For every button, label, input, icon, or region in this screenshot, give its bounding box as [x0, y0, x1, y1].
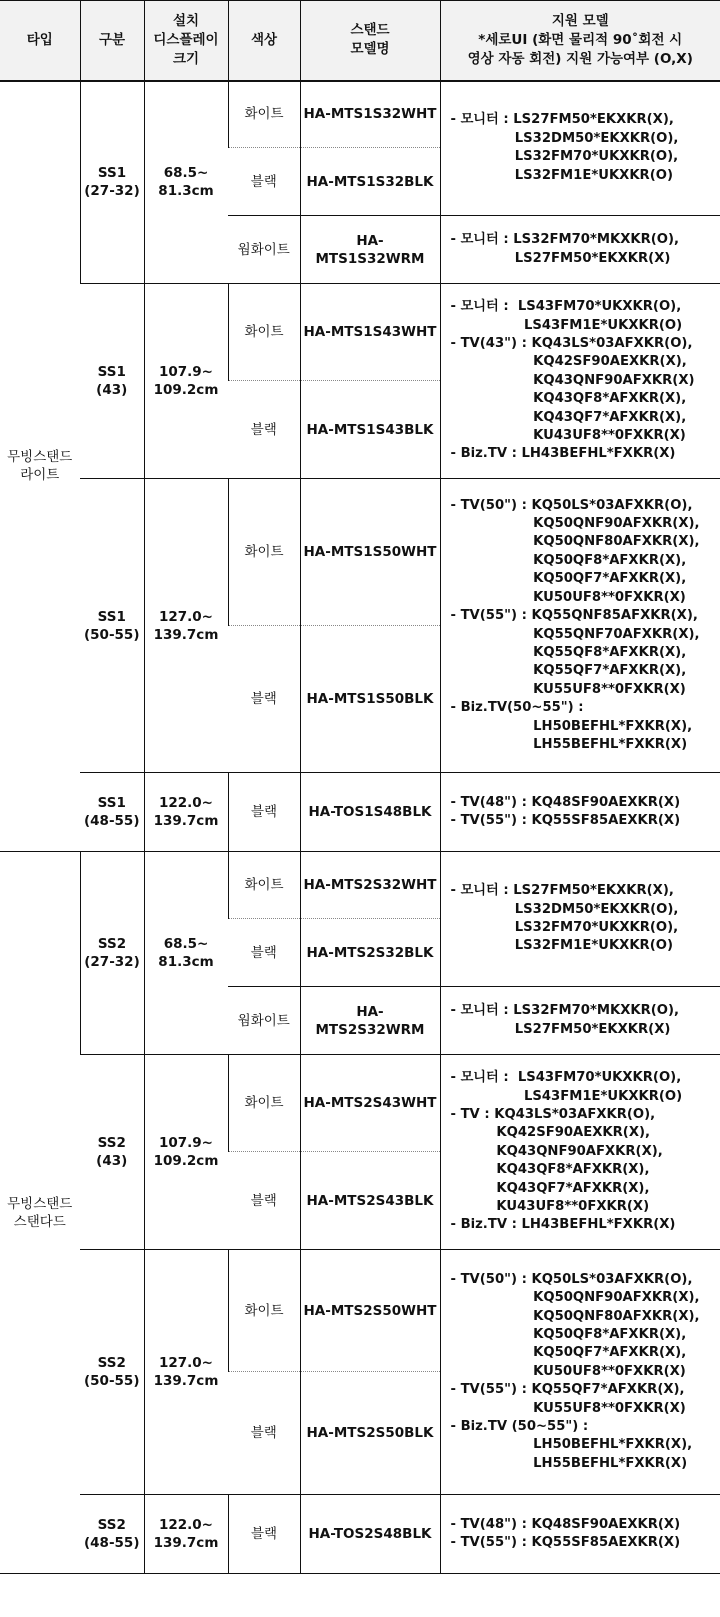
- support-line: - TV(55") : KQ55SF85AEXKR(X): [450, 813, 681, 828]
- division-label: (27-32): [84, 954, 140, 970]
- support-line: - TV : KQ43LS*03AFXKR(O),: [450, 1106, 656, 1122]
- support-line: KQ43QF8*AFXKR(X),: [450, 1162, 650, 1178]
- division-label: SS2: [97, 1355, 126, 1371]
- support-line: - TV(55") : KQ55QF7*AFXKR(X),: [450, 1382, 685, 1398]
- division-label: SS2: [97, 936, 127, 952]
- support-line: LS32FM70*UKXKR(O),: [450, 920, 679, 935]
- division-cell: [80, 773, 144, 852]
- size-label: 122.0~: [158, 1517, 213, 1533]
- support-line: LS27FM50*EKXKR(X): [450, 1021, 671, 1037]
- division-label: SS1: [97, 165, 127, 182]
- header-size-line: 설치: [172, 12, 200, 29]
- color-cell: 블랙: [228, 148, 300, 216]
- header-type: 타입: [0, 1, 80, 81]
- support-line: - Biz.TV(50~55") :: [450, 700, 584, 716]
- division-label: SS2: [97, 1135, 126, 1151]
- size-label: 109.2cm: [153, 1153, 219, 1169]
- type-cell: [0, 852, 80, 1574]
- division-label: (48-55): [83, 813, 140, 829]
- size-label: 139.7cm: [153, 813, 219, 829]
- division-label: SS1: [97, 795, 126, 811]
- size-cell: [144, 1250, 228, 1495]
- support-line: - TV(50") : KQ50LS*03AFXKR(O),: [450, 1271, 693, 1287]
- size-label: 68.5~: [163, 936, 209, 952]
- header-size: [144, 1, 228, 81]
- division-cell: [80, 1250, 144, 1495]
- stand-model-cell: HA-MTS2S32WRM: [300, 987, 440, 1055]
- size-label: 107.9~: [158, 364, 213, 380]
- color-cell: 블랙: [228, 1372, 300, 1495]
- header-row: [0, 1, 720, 81]
- support-line: KQ43QNF90AFXKR(X): [450, 372, 695, 388]
- color-cell: 블랙: [228, 381, 300, 479]
- size-cell: [144, 81, 228, 284]
- support-line: KQ50QF8*AFXKR(X),: [450, 552, 687, 568]
- header-stand-line: 스탠드: [350, 22, 390, 39]
- stand-model-cell: HA-MTS2S50BLK: [300, 1372, 440, 1495]
- division-cell: [80, 1055, 144, 1250]
- size-label: 122.0~: [158, 795, 213, 811]
- header-size-line: 디스플레이: [153, 31, 219, 48]
- stand-model-cell: HA-MTS2S43WHT: [300, 1055, 440, 1152]
- color-cell: 블랙: [228, 919, 300, 987]
- support-line: - TV(48") : KQ48SF90AEXKR(X): [450, 794, 681, 810]
- support-line: LS32FM70*UKXKR(O),: [450, 149, 679, 165]
- support-cell: [440, 1055, 720, 1250]
- support-cell: [440, 479, 720, 773]
- division-label: SS2: [97, 1517, 126, 1533]
- header-support-line: 영상 자동 회전) 지원 가능여부 (O,X): [467, 50, 693, 67]
- color-cell: 화이트: [228, 479, 300, 626]
- division-cell: [80, 284, 144, 479]
- color-cell: 화이트: [228, 284, 300, 381]
- color-cell: 블랙: [228, 1152, 300, 1250]
- support-line: - 모니터 : LS43FM70*UKXKR(O),: [450, 299, 682, 315]
- size-label: 81.3cm: [158, 183, 214, 200]
- support-line: - Biz.TV : LH43BEFHL*FXKR(X): [450, 446, 676, 462]
- division-label: (48-55): [83, 1535, 140, 1551]
- support-cell: [440, 284, 720, 479]
- color-cell: 화이트: [228, 1055, 300, 1152]
- type-label: 무빙스탠드: [7, 449, 73, 466]
- size-cell: [144, 1495, 228, 1574]
- color-cell: 웜화이트: [228, 987, 300, 1055]
- support-line: KU43UF8**0FXKR(X): [450, 428, 686, 444]
- support-line: KQ50QNF90AFXKR(X),: [450, 1290, 700, 1306]
- support-line: LS27FM50*EKXKR(X): [450, 250, 671, 266]
- table-row: [0, 852, 720, 919]
- stand-model-cell: HA-MTS1S32WRM: [300, 216, 440, 284]
- support-cell: [440, 216, 720, 284]
- support-cell: [440, 773, 720, 852]
- size-cell: [144, 773, 228, 852]
- size-label: 107.9~: [158, 1135, 213, 1151]
- size-label: 68.5~: [163, 165, 209, 182]
- division-label: (27-32): [84, 183, 140, 200]
- support-line: LH50BEFHL*FXKR(X),: [450, 1437, 693, 1453]
- support-line: KQ55QF8*AFXKR(X),: [450, 644, 687, 660]
- division-label: (43): [96, 1153, 128, 1169]
- support-cell: [440, 852, 720, 987]
- support-cell: [440, 81, 720, 216]
- support-line: LS32FM1E*UKXKR(O): [450, 938, 673, 954]
- size-label: 139.7cm: [153, 1373, 219, 1389]
- size-label: 127.0~: [158, 1355, 213, 1371]
- support-line: KQ50QNF80AFXKR(X),: [450, 534, 700, 550]
- type-cell: [0, 81, 80, 852]
- stand-model-cell: HA-MTS1S50BLK: [300, 626, 440, 773]
- type-label: 스탠다드: [13, 1213, 66, 1230]
- support-line: - TV(43") : KQ43LS*03AFXKR(O),: [450, 335, 693, 351]
- support-line: - 모니터 : LS43FM70*UKXKR(O),: [450, 1070, 682, 1086]
- support-line: KQ43QNF90AFXKR(X),: [450, 1143, 663, 1159]
- table-row: [0, 1055, 720, 1152]
- support-line: LH55BEFHL*FXKR(X): [450, 736, 688, 752]
- color-cell: 화이트: [228, 81, 300, 148]
- support-line: KQ43QF7*AFXKR(X),: [450, 1180, 650, 1196]
- header-support-line: *세로UI (화면 물리적 90˚회전 시: [478, 31, 683, 48]
- support-line: KU55UF8**0FXKR(X): [450, 1400, 686, 1416]
- support-line: - TV(55") : KQ55SF85AEXKR(X): [450, 1535, 681, 1550]
- stand-model-cell: HA-MTS2S43BLK: [300, 1152, 440, 1250]
- support-line: LS43FM1E*UKXKR(O): [450, 317, 683, 333]
- support-cell: [440, 987, 720, 1055]
- support-line: LH50BEFHL*FXKR(X),: [450, 718, 693, 734]
- stand-model-cell: HA-MTS1S43WHT: [300, 284, 440, 381]
- header-division: 구분: [80, 1, 144, 81]
- support-line: KQ50QF7*AFXKR(X),: [450, 571, 687, 587]
- stand-model-cell: HA-MTS2S32BLK: [300, 919, 440, 987]
- support-line: KQ50QF8*AFXKR(X),: [450, 1326, 687, 1342]
- support-line: - 모니터 : LS32FM70*MKXKR(O),: [450, 1003, 680, 1019]
- support-line: LH55BEFHL*FXKR(X): [450, 1455, 688, 1471]
- support-line: - Biz.TV (50~55") :: [450, 1419, 589, 1435]
- division-label: (50-55): [83, 1373, 140, 1389]
- support-line: - TV(50") : KQ50LS*03AFXKR(O),: [450, 497, 693, 513]
- support-line: - 모니터 : LS27FM50*EKXKR(X),: [450, 112, 674, 128]
- support-line: KU50UF8**0FXKR(X): [450, 1363, 686, 1379]
- division-cell: [80, 81, 144, 284]
- table-row: [0, 284, 720, 381]
- stand-model-cell: HA-MTS1S32BLK: [300, 148, 440, 216]
- header-stand-line: 모델명: [350, 41, 390, 58]
- color-cell: 블랙: [228, 1495, 300, 1574]
- table-row: [0, 81, 720, 148]
- support-line: KQ50QNF90AFXKR(X),: [450, 516, 700, 532]
- support-line: KQ55QF7*AFXKR(X),: [450, 663, 687, 679]
- division-label: (43): [96, 382, 128, 398]
- support-line: KU43UF8**0FXKR(X): [450, 1199, 650, 1215]
- stand-model-cell: HA-MTS2S50WHT: [300, 1250, 440, 1372]
- header-support-line: 지원 모델: [551, 12, 609, 29]
- type-label: 라이트: [20, 467, 60, 484]
- header-color: 색상: [228, 1, 300, 81]
- division-label: (50-55): [83, 626, 140, 643]
- support-cell: [440, 1250, 720, 1495]
- size-label: 139.7cm: [153, 626, 219, 643]
- support-line: - Biz.TV : LH43BEFHL*FXKR(X): [450, 1217, 676, 1233]
- size-label: 139.7cm: [153, 1535, 219, 1551]
- division-label: SS1: [97, 608, 126, 625]
- color-cell: 화이트: [228, 852, 300, 919]
- size-label: 81.3cm: [158, 954, 214, 970]
- table-row: [0, 1250, 720, 1372]
- color-cell: 블랙: [228, 626, 300, 773]
- support-line: KQ43QF7*AFXKR(X),: [450, 409, 687, 425]
- support-line: KQ55QNF70AFXKR(X),: [450, 626, 700, 642]
- table-row: [0, 479, 720, 626]
- division-label: SS1: [97, 364, 126, 380]
- size-label: 127.0~: [158, 608, 213, 625]
- support-line: LS32DM50*EKXKR(O),: [450, 901, 679, 917]
- header-support: [440, 1, 720, 81]
- support-line: - TV(48") : KQ48SF90AEXKR(X): [450, 1516, 681, 1532]
- support-line: KQ50QNF80AFXKR(X),: [450, 1308, 700, 1324]
- division-cell: [80, 1495, 144, 1574]
- stand-model-cell: HA-MTS1S32WHT: [300, 81, 440, 148]
- stand-model-cell: HA-TOS1S48BLK: [300, 773, 440, 852]
- size-cell: [144, 479, 228, 773]
- color-cell: 화이트: [228, 1250, 300, 1372]
- support-line: KQ42SF90AEXKR(X),: [450, 354, 687, 370]
- division-cell: [80, 479, 144, 773]
- division-cell: [80, 852, 144, 1055]
- support-line: KQ43QF8*AFXKR(X),: [450, 391, 687, 407]
- stand-model-cell: HA-MTS1S50WHT: [300, 479, 440, 626]
- support-line: KU55UF8**0FXKR(X): [450, 681, 686, 697]
- support-line: - 모니터 : LS32FM70*MKXKR(O),: [450, 232, 680, 248]
- size-cell: [144, 284, 228, 479]
- header-size-line: 크기: [172, 50, 200, 67]
- support-line: - 모니터 : LS27FM50*EKXKR(X),: [450, 883, 674, 899]
- table-row: [0, 1495, 720, 1574]
- table-row: [0, 773, 720, 852]
- support-cell: [440, 1495, 720, 1574]
- stand-model-cell: HA-MTS1S43BLK: [300, 381, 440, 479]
- support-line: KU50UF8**0FXKR(X): [450, 589, 686, 605]
- color-cell: 블랙: [228, 773, 300, 852]
- header-stand-model: [300, 1, 440, 81]
- support-line: LS43FM1E*UKXKR(O): [450, 1088, 683, 1104]
- color-cell: 웜화이트: [228, 216, 300, 284]
- support-line: - TV(55") : KQ55QNF85AFXKR(X),: [450, 608, 698, 624]
- support-line: KQ50QF7*AFXKR(X),: [450, 1345, 687, 1361]
- stand-model-cell: HA-MTS2S32WHT: [300, 852, 440, 919]
- size-cell: [144, 852, 228, 1055]
- support-line: KQ42SF90AEXKR(X),: [450, 1125, 651, 1141]
- size-label: 109.2cm: [153, 382, 219, 398]
- stand-model-cell: HA-TOS2S48BLK: [300, 1495, 440, 1574]
- support-line: LS32FM1E*UKXKR(O): [450, 167, 673, 183]
- size-cell: [144, 1055, 228, 1250]
- support-line: LS32DM50*EKXKR(O),: [450, 130, 679, 146]
- type-label: 무빙스탠드: [7, 1195, 73, 1212]
